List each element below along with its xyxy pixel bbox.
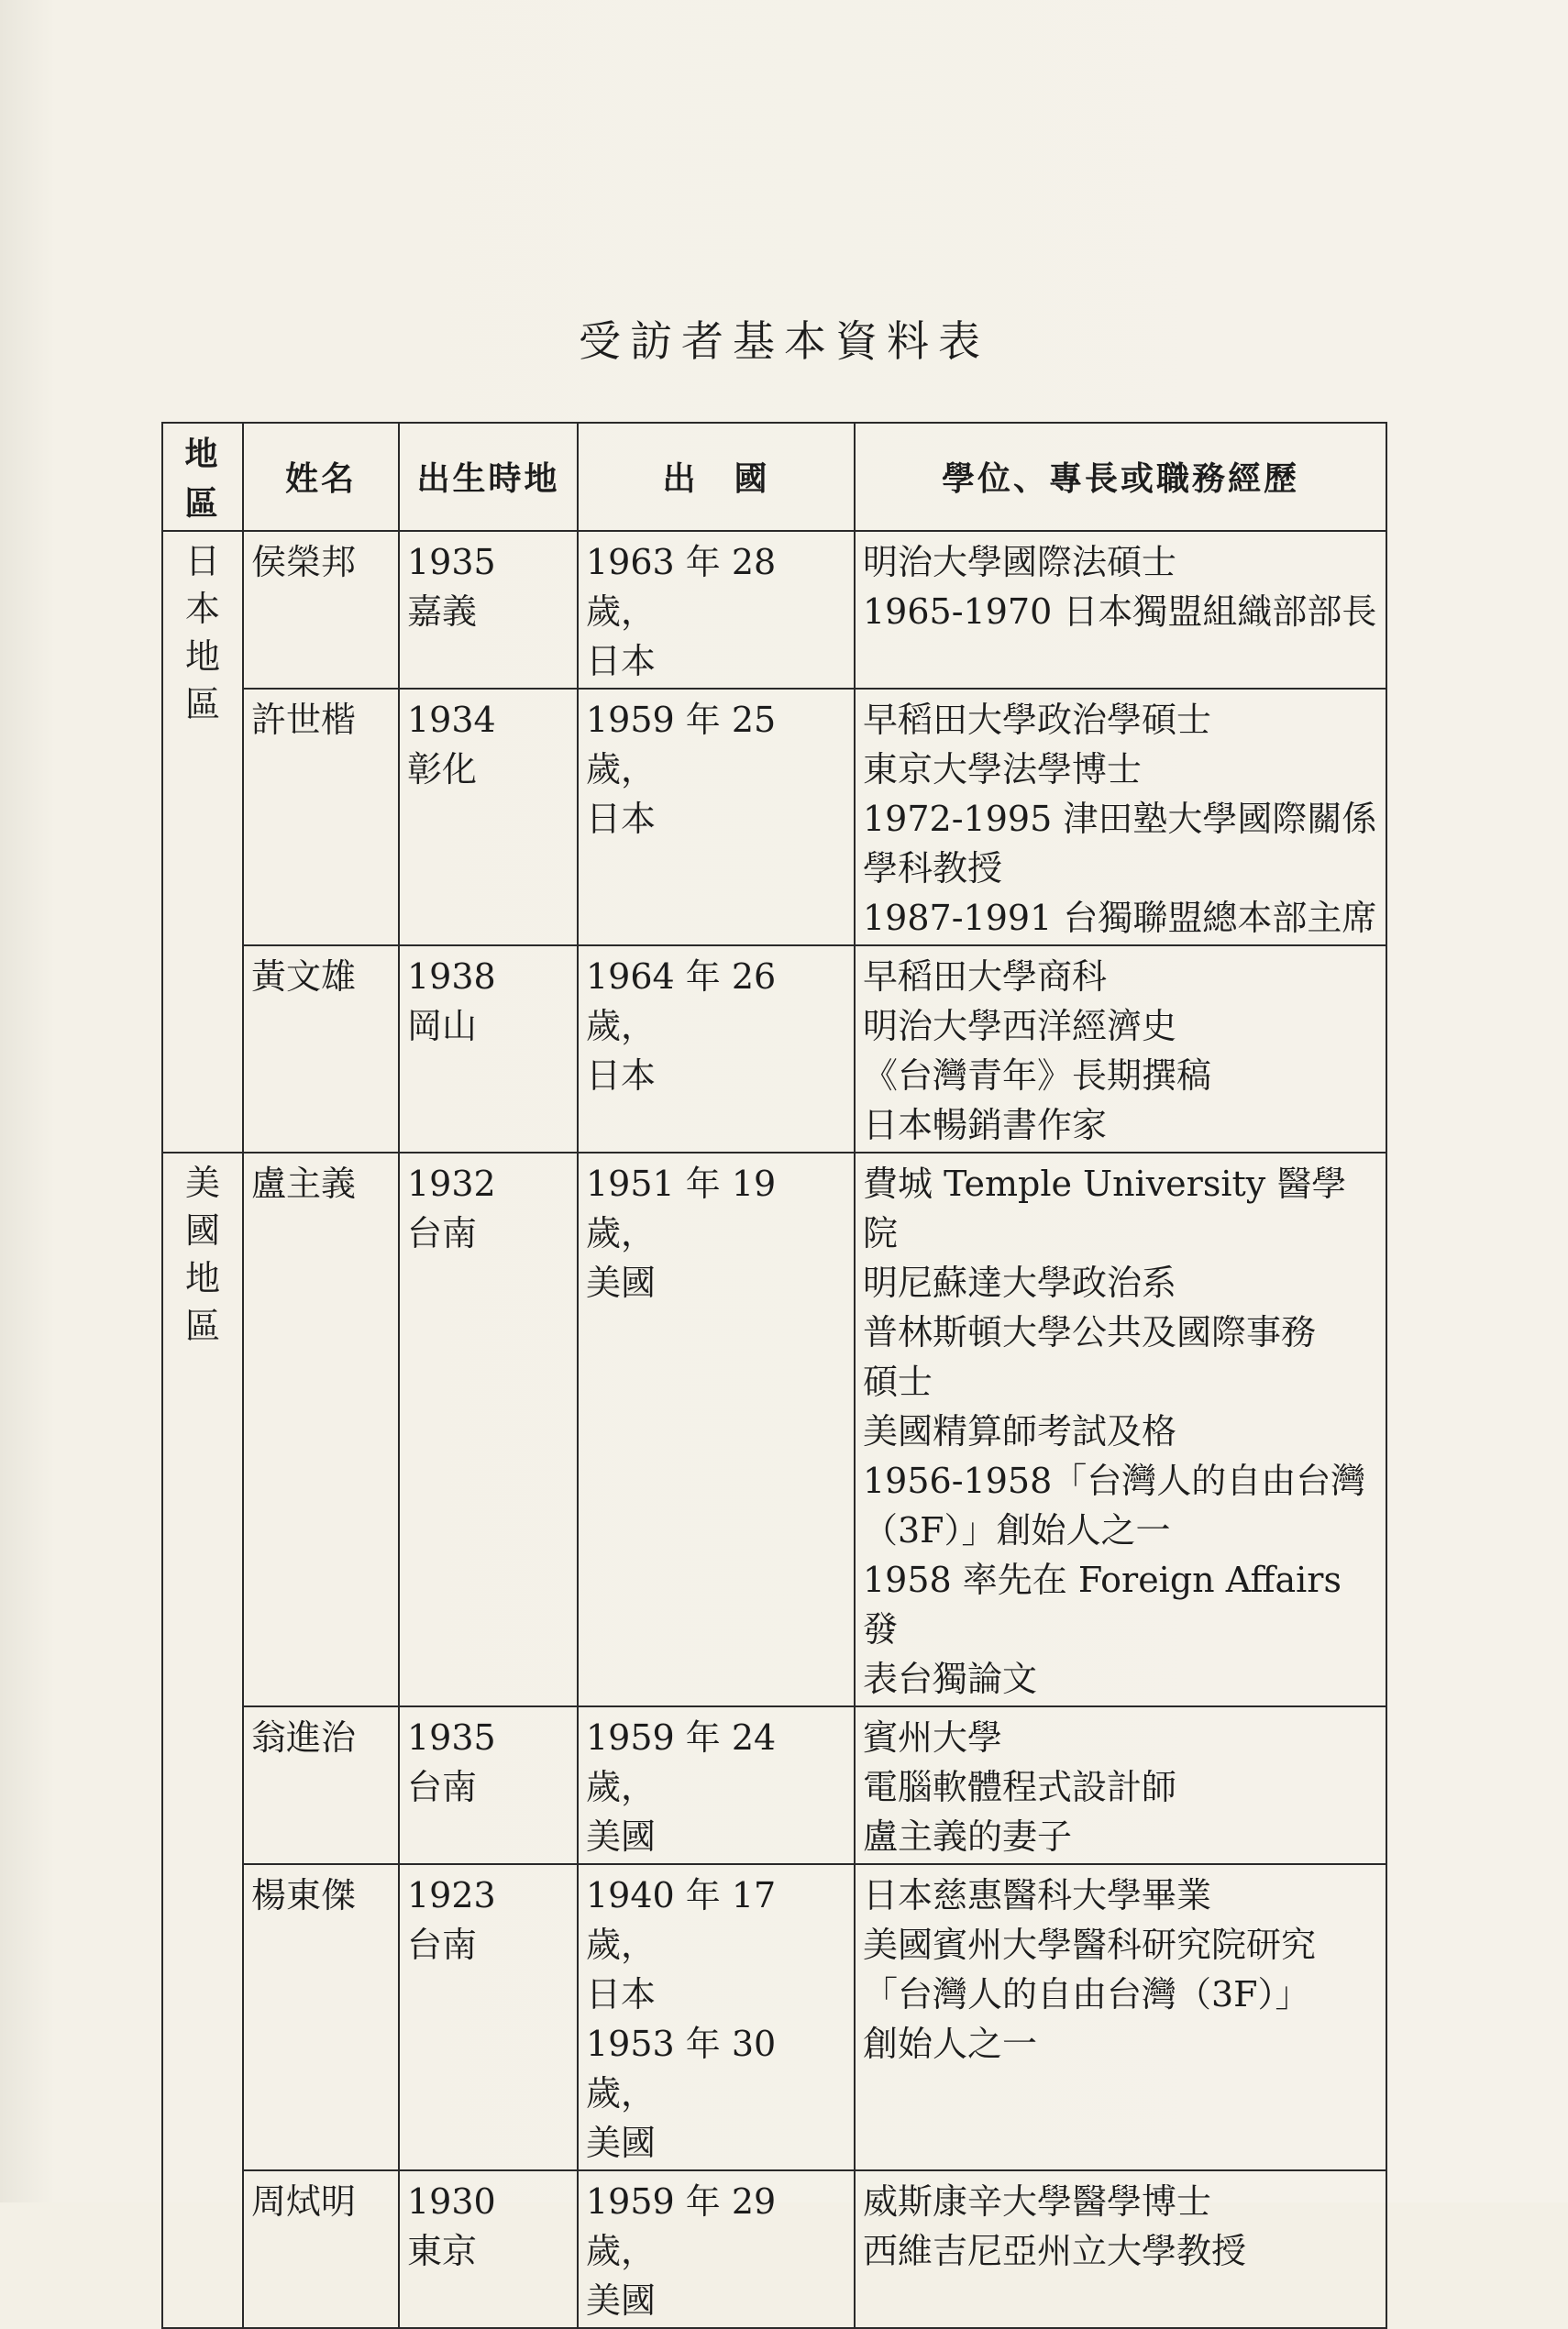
career-cell	[855, 531, 1386, 689]
table-body	[162, 531, 1386, 2328]
table-row	[162, 1864, 1386, 2170]
birth-cell	[399, 1864, 578, 2170]
career-line: 日本慈惠醫科大學畢業	[863, 1875, 1212, 1915]
abroad-cell	[578, 945, 855, 1153]
career-line: 創始人之一	[863, 2024, 1038, 2064]
birth-cell	[399, 531, 578, 689]
career-line: 費城 Temple University 醫學院	[863, 1164, 1347, 1253]
table-header-row	[162, 423, 1386, 531]
birth-line: 台南	[407, 1767, 478, 1807]
abroad-cell	[578, 1706, 855, 1864]
career-line: 學科教授	[863, 848, 1003, 889]
birth-cell	[399, 689, 578, 945]
header-region: 地區	[162, 423, 243, 531]
birth-line: 台南	[407, 1213, 478, 1253]
career-line: 《台灣青年》長期撰稿	[863, 1055, 1212, 1096]
career-line: 「台灣人的自由台灣（3F）」	[863, 1974, 1310, 2014]
career-cell	[855, 945, 1386, 1153]
region-label: 日本地區	[184, 541, 220, 724]
abroad-line: 美國	[586, 1263, 657, 1303]
abroad-cell	[578, 2170, 855, 2328]
birth-line: 彰化	[407, 749, 478, 789]
abroad-line: 1959 年 29 歲，	[586, 2181, 777, 2271]
abroad-line: 1959 年 25 歲，	[586, 700, 777, 789]
career-line: 明治大學國際法碩士	[863, 542, 1177, 582]
person-name: 周烒明	[243, 2170, 399, 2328]
career-line: 明尼蘇達大學政治系	[863, 1263, 1177, 1303]
career-line: 碩士	[863, 1362, 933, 1402]
birth-line: 1935	[407, 542, 496, 582]
person-name: 侯榮邦	[243, 531, 399, 689]
career-line: 1965-1970 日本獨盟組織部部長	[863, 591, 1377, 632]
career-line: 東京大學法學博士	[863, 749, 1143, 789]
table-row	[162, 531, 1386, 689]
abroad-line: 1963 年 28 歲，	[586, 542, 777, 632]
career-line: 美國精算師考試及格	[863, 1411, 1177, 1451]
career-line: 威斯康辛大學醫學博士	[863, 2181, 1212, 2222]
table-row	[162, 1706, 1386, 1864]
page-title: 受訪者基本資料表	[579, 316, 989, 366]
region-label: 美國地區	[184, 1163, 220, 1346]
career-line: 普林斯頓大學公共及國際事務	[863, 1312, 1317, 1352]
career-line: 賓州大學	[863, 1717, 1003, 1758]
career-line: 1972-1995 津田塾大學國際關係	[863, 799, 1377, 839]
career-cell	[855, 2170, 1386, 2328]
person-name: 楊東傑	[243, 1864, 399, 2170]
career-line: 電腦軟體程式設計師	[863, 1767, 1177, 1807]
abroad-cell	[578, 1153, 855, 1706]
abroad-cell	[578, 1864, 855, 2170]
person-name: 許世楷	[243, 689, 399, 945]
region-cell	[162, 531, 243, 1153]
career-line: 早稻田大學政治學碩士	[863, 700, 1212, 740]
table-row	[162, 945, 1386, 1153]
interviewee-table	[161, 422, 1387, 2329]
header-birth: 出生時地	[399, 423, 578, 531]
career-line: （3F）」創始人之一	[863, 1510, 1171, 1551]
region-cell	[162, 1153, 243, 2328]
person-name: 盧主義	[243, 1153, 399, 1706]
career-line: 1958 率先在 Foreign Affairs 發	[863, 1560, 1342, 1650]
person-name: 黃文雄	[243, 945, 399, 1153]
abroad-line: 日本	[586, 799, 657, 839]
person-name: 翁進治	[243, 1706, 399, 1864]
abroad-line: 美國	[586, 2280, 657, 2321]
birth-line: 1930	[407, 2181, 496, 2222]
career-cell	[855, 1864, 1386, 2170]
table-row	[162, 2170, 1386, 2328]
birth-line: 1932	[407, 1164, 496, 1204]
career-cell	[855, 1706, 1386, 1864]
birth-cell	[399, 945, 578, 1153]
abroad-line: 美國	[586, 2123, 657, 2163]
birth-line: 東京	[407, 2231, 478, 2271]
abroad-line: 美國	[586, 1816, 657, 1857]
abroad-line: 1964 年 26 歲，	[586, 956, 777, 1046]
birth-line: 嘉義	[407, 591, 478, 632]
career-line: 明治大學西洋經濟史	[863, 1006, 1177, 1046]
career-line: 1987-1991 台獨聯盟總本部主席	[863, 898, 1377, 938]
abroad-line: 1951 年 19 歲，	[586, 1164, 777, 1253]
abroad-cell	[578, 531, 855, 689]
abroad-line: 日本	[586, 1055, 657, 1096]
career-line: 早稻田大學商科	[863, 956, 1108, 997]
table-row	[162, 1153, 1386, 1706]
birth-line: 1934	[407, 700, 496, 740]
header-name: 姓名	[243, 423, 399, 531]
birth-line: 岡山	[407, 1006, 478, 1046]
birth-line: 1938	[407, 956, 496, 997]
abroad-line: 日本	[586, 1974, 657, 2014]
career-line: 盧主義的妻子	[863, 1816, 1073, 1857]
birth-line: 1935	[407, 1717, 496, 1758]
header-career: 學位、專長或職務經歷	[855, 423, 1386, 531]
career-line: 西維吉尼亞州立大學教授	[863, 2231, 1247, 2271]
career-line: 表台獨論文	[863, 1659, 1038, 1699]
abroad-line: 1953 年 30 歲，	[586, 2024, 777, 2114]
birth-cell	[399, 1153, 578, 1706]
birth-line: 台南	[407, 1925, 478, 1965]
career-cell	[855, 689, 1386, 945]
abroad-cell	[578, 689, 855, 945]
career-line: 1956-1958「台灣人的自由台灣	[863, 1461, 1366, 1501]
career-line: 日本暢銷書作家	[863, 1105, 1108, 1145]
career-cell	[855, 1153, 1386, 1706]
header-abroad: 出 國	[578, 423, 855, 531]
abroad-line: 1940 年 17 歲，	[586, 1875, 777, 1965]
abroad-line: 1959 年 24 歲，	[586, 1717, 777, 1807]
birth-line: 1923	[407, 1875, 496, 1915]
abroad-line: 日本	[586, 641, 657, 681]
birth-cell	[399, 2170, 578, 2328]
birth-cell	[399, 1706, 578, 1864]
table-row	[162, 689, 1386, 945]
career-line: 美國賓州大學醫科研究院研究	[863, 1925, 1317, 1965]
